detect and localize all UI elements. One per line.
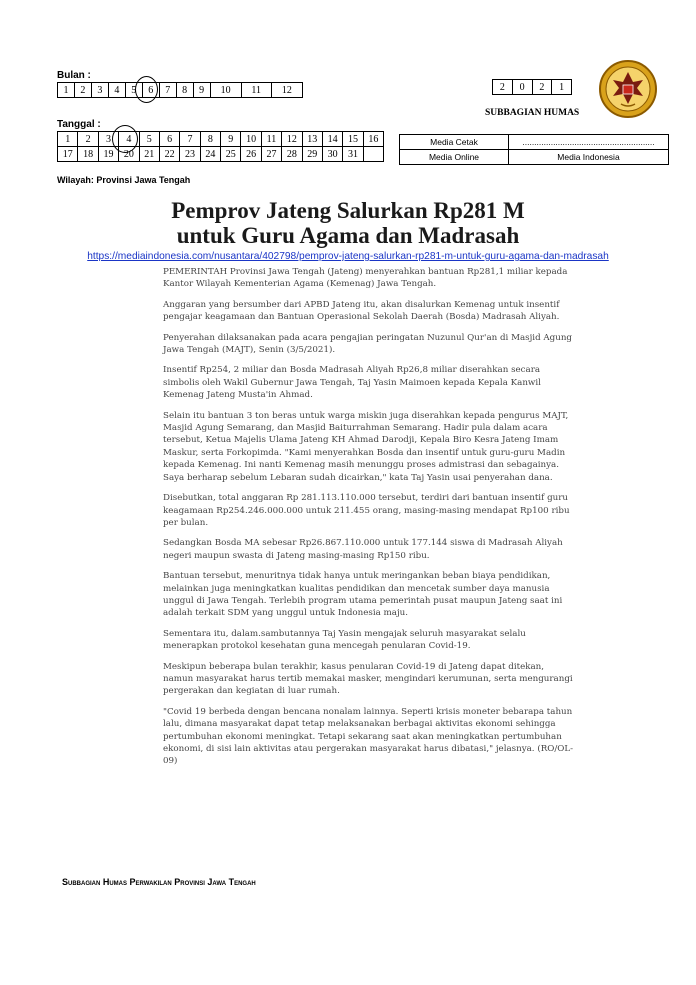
article-paragraph: Insentif Rp254, 2 miliar dan Bosda Madrasah Aliyah Rp26,8 miliar diserahkan secara simbolis oleh Wakil Gubernur Jawa Tengah, Taj Yasin Maimoen kepada Kepala Kanwil Kemenag Jateng Musta'in Ahmad. [163,365,541,401]
date-cell: 6 [159,132,179,147]
date-cell: 24 [200,147,220,162]
garuda-emblem [597,58,659,120]
article-paragraph: Anggaran yang bersumber dari APBD Jateng itu, akan disalurkan Kemenag untuk insentif pengajar keagamaan dan Bantuan Operasional Sekolah Daerah (Bosda) Madrasah Aliyah. [163,299,560,323]
tanggal-label: Tanggal : [57,119,101,130]
month-cell: 2 [74,83,91,98]
date-cell: 10 [241,132,261,147]
month-cell: 3 [91,83,108,98]
article-paragraph: PEMERINTAH Provinsi Jawa Tengah (Jateng) menyerahkan bantuan Rp281,1 miliar kepada Kantor Wilayah Kementerian Agama (Kemenag) Jawa Tengah. [163,267,568,290]
date-cell: 29 [302,147,322,162]
date-cell: 4 [119,132,139,147]
wilayah-label: Wilayah: Provinsi Jawa Tengah [57,175,191,185]
media-online-label: Media Online [400,150,509,165]
date-cell: 27 [261,147,281,162]
selected-date-circle [112,125,138,153]
date-cell: 5 [139,132,159,147]
unit-label: SUBBAGIAN HUMAS [485,108,580,118]
month-cell: 7 [159,83,176,98]
year-digit-cell: 2 [493,80,513,95]
year-digit-cell: 2 [532,80,552,95]
date-cell: 7 [180,132,200,147]
year-box [492,79,572,95]
date-cell: 28 [282,147,302,162]
month-cell: 12 [271,83,302,98]
date-cell: 13 [302,132,322,147]
media-table [399,134,669,165]
media-cetak-value: ........................................................ [509,135,669,150]
date-cell: 8 [200,132,220,147]
date-cell: 26 [241,147,261,162]
date-cell: 2 [78,132,98,147]
date-cell: 20 [119,147,139,162]
article-body [155,266,575,776]
date-cell: 11 [261,132,281,147]
date-cell: 14 [322,132,342,147]
footer-label: Subbagian Humas Perwakilan Provinsi Jawa Tengah [62,877,256,887]
month-cell: 1 [58,83,75,98]
date-cell: 3 [98,132,118,147]
year-digit-cell: 1 [552,80,572,95]
month-cell: 11 [241,83,271,98]
date-cell: 18 [78,147,98,162]
date-cell: 16 [363,132,383,147]
date-cell [363,147,383,162]
article-paragraph: Penyerahan dilaksanakan pada acara pengajian peringatan Nuzunul Qur'an di Masjid Agung Jawa Tengah (MAJT), Senin (3/5/2021). [163,332,572,356]
year-digit-cell: 0 [512,80,532,95]
month-cell: 6 [142,83,159,98]
date-cell: 12 [282,132,302,147]
date-cell: 25 [221,147,241,162]
article-title-line1: Pemprov Jateng Salurkan Rp281 M [171,198,525,223]
date-cell: 1 [58,132,78,147]
article-paragraph: Selain itu bantuan 3 ton beras untuk warga miskin juga diserahkan kepada pengurus MAJT, Masjid Agung Semarang, dan Masjid Baiturrahman Semarang. Hadir pula dalam acara tersebut, Ketua Majelis Ulama Jateng KH Ahmad Darodji, Kepala Biro Kesra Jateng Imam Maskur, serta Forkopimda. "Kami menyerahkan Bosda dan insentif untuk guru-guru Madin kepada Kemenag. Ini nanti Kemenag masih menunggu proses admistrasi dan sebagainya. Saya berharap sebelum Lebaran sudah dicairkan," kata Taj Yasin usai penyerahan dana. [163,410,569,483]
article-paragraph: Bantuan tersebut, menuritnya tidak hanya untuk meringankan beban biaya pendidikan, melainkan juga meningkatkan kualitas pendidikan dan mencetak sumber daya manusia unggul di Jawa Tengah. Terlebih program utama pemerintah pusat maupun Jateng saat ini adalah terkait SDM yang unggul untuk Indonesia maju. [163,571,563,619]
month-cell: 10 [210,83,241,98]
article-paragraph: Disebutkan, total anggaran Rp 281.113.110.000 tersebut, terdiri dari bantuan insentif guru keagamaan Rp254.246.000.000 untuk 211.455 orang, masing-masing mendapat Rp100 ribu per bulan. [163,493,570,528]
media-online-value: Media Indonesia [509,150,669,165]
month-cell: 8 [176,83,193,98]
article-paragraph: Sementara itu, dalam.sambutannya Taj Yasin mengajak seluruh masyarakat selalu menerapkan protokol kesehatan guna mencegah penularan Covid-19. [163,628,526,652]
date-cell: 9 [221,132,241,147]
month-cell: 9 [193,83,210,98]
date-grid [57,131,384,162]
date-cell: 19 [98,147,118,162]
month-cell: 5 [125,83,142,98]
media-cetak-label: Media Cetak [400,135,509,150]
article-paragraph: "Covid 19 berbeda dengan bencana nonalam lainnya. Seperti krisis moneter bebarapa tahun lalu, dimana masyarakat dapat tetap melaksanakan berbagai aktivitas ekonomi sehingga pertumbuhan ekonomi meningkat. Tetapi sekarang saat akan meningkatkan pertumbuhan ekonomi, di sisi lain aktivitas atau pergerakan masyarakat harus dibatasi," jelasnya. (RO/OL-09) [163,706,574,767]
article-title-line2: untuk Guru Agama dan Madrasah [176,223,520,248]
date-cell: 22 [159,147,179,162]
date-cell: 15 [343,132,363,147]
date-cell: 17 [58,147,78,162]
date-cell: 30 [322,147,342,162]
date-cell: 21 [139,147,159,162]
article-paragraph: Meskipun beberapa bulan terakhir, kasus penularan Covid-19 di Jateng dapat ditekan, namun masyarakat harus tertib memakai masker, mengindari kerumunan, serta mengurangi pergerakan dan kegiatan di luar rumah. [163,661,573,697]
date-cell: 23 [180,147,200,162]
bulan-label: Bulan : [57,70,91,81]
article-url-link[interactable]: https://mediaindonesia.com/nusantara/402798/pemprov-jateng-salurkan-rp281-m-untuk-guru-agama-dan-madrasah [87,251,609,262]
selected-month-circle [135,76,158,103]
date-cell: 31 [343,147,363,162]
month-grid [57,82,303,98]
article-paragraph: Sedangkan Bosda MA sebesar Rp26.867.110.000 untuk 177.144 siswa di Madrasah Aliyah negeri maupun swasta di Jateng masing-masing Rp150 ribu. [163,538,563,561]
month-cell: 4 [108,83,125,98]
